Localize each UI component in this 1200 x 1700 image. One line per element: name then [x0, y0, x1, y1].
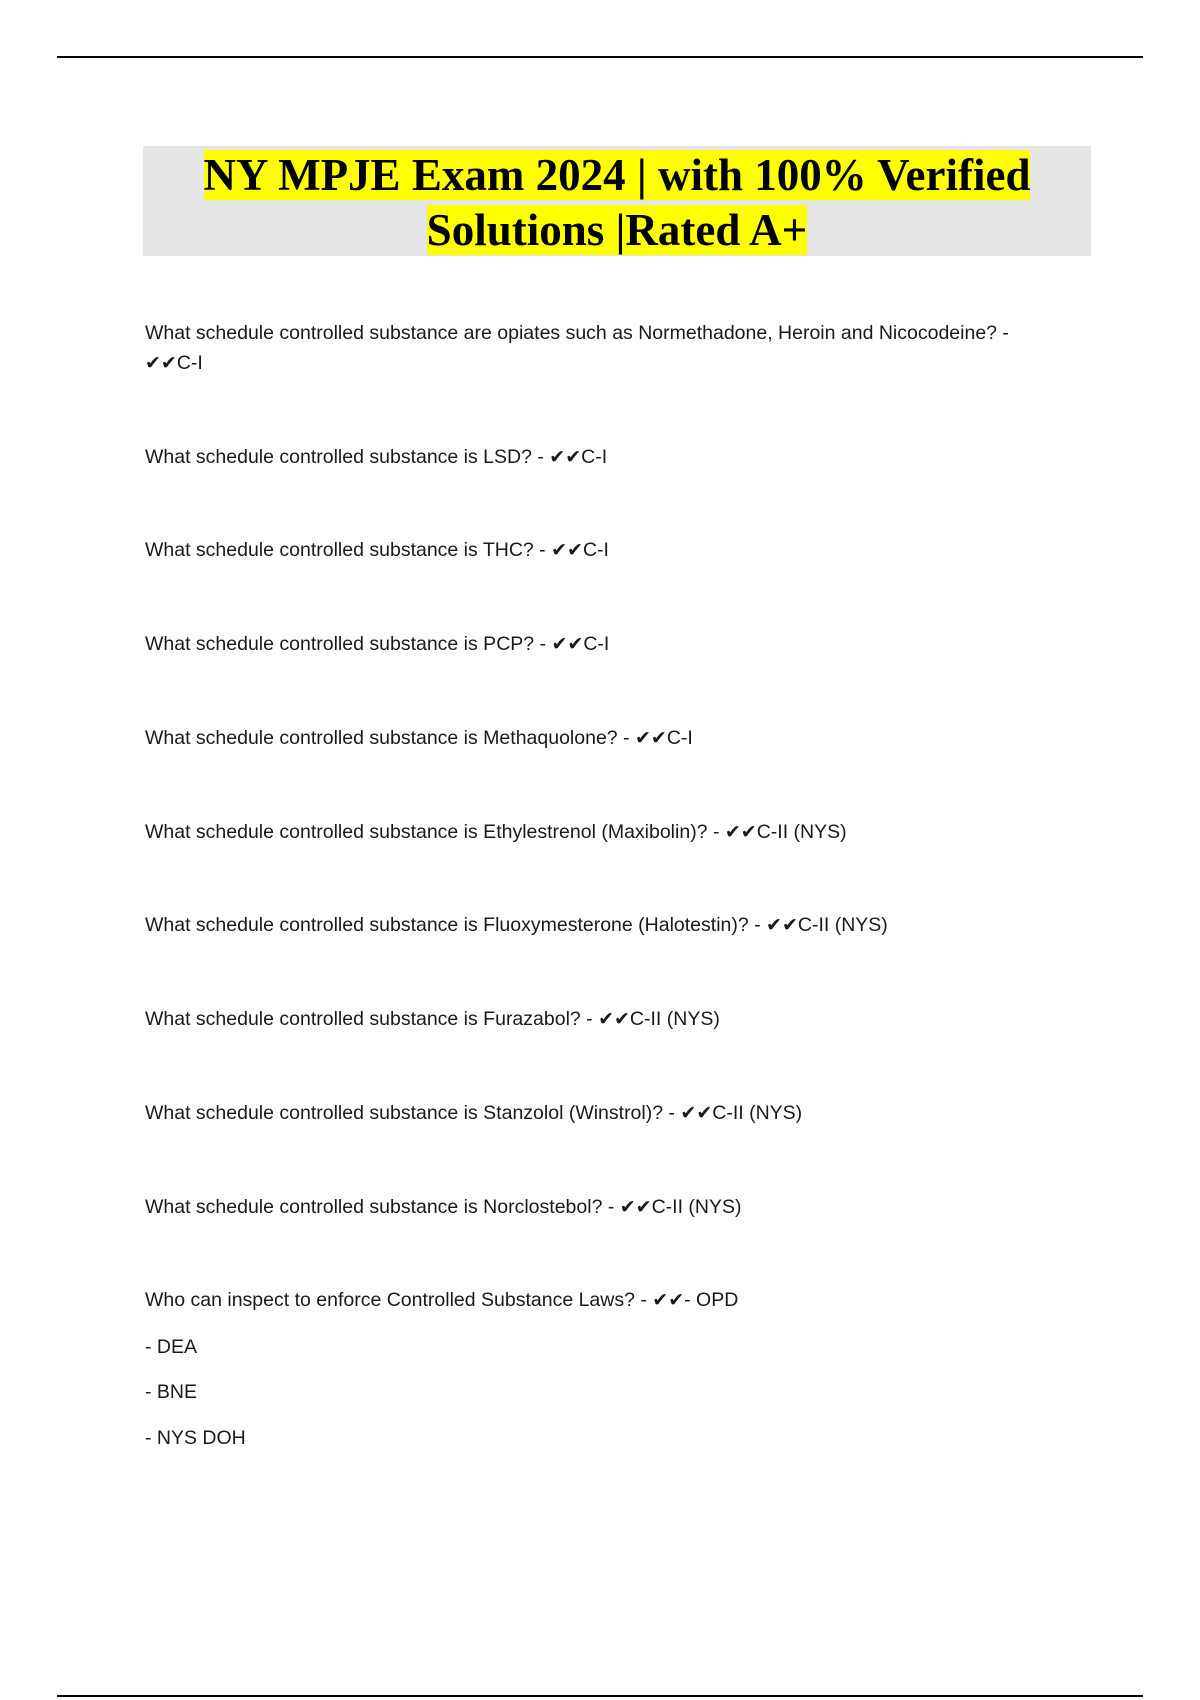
question-text: What schedule controlled substance is Methaquolone? -	[145, 727, 630, 749]
top-rule	[57, 56, 1143, 58]
answer-text: C-I	[581, 446, 608, 468]
qa-item-5	[145, 723, 1075, 753]
question-text: What schedule controlled substance is Norclostebol? -	[145, 1196, 615, 1218]
check-mark-icon: ✔✔	[145, 352, 177, 374]
bottom-rule	[57, 1695, 1143, 1697]
check-mark-icon: ✔✔	[652, 1289, 685, 1311]
document-title	[143, 146, 1091, 258]
answer-text: C-I	[666, 727, 693, 749]
qa-item-4	[145, 629, 1075, 659]
inspector-item-bne: - BNE	[145, 1381, 198, 1403]
inspector-item-dea: - DEA	[145, 1336, 198, 1358]
answer-text: C-I	[176, 352, 203, 374]
check-mark-icon: ✔✔	[619, 1196, 652, 1218]
question-text: What schedule controlled substance is THC? -	[145, 539, 546, 561]
question-text: What schedule controlled substance is Furazabol? -	[145, 1008, 593, 1030]
answer-text: C-II (NYS)	[629, 1008, 720, 1030]
qa-item-8	[145, 1004, 1075, 1034]
question-text: Who can inspect to enforce Controlled Substance Laws? -	[145, 1289, 647, 1311]
check-mark-icon: ✔✔	[766, 914, 798, 936]
question-text: What schedule controlled substance is Stanzolol (Winstrol)? -	[145, 1102, 675, 1124]
qa-item-11	[145, 1285, 1075, 1315]
check-mark-icon: ✔✔	[634, 727, 667, 749]
question-text: What schedule controlled substance is Fluoxymesterone (Halotestin)? -	[145, 914, 761, 936]
title-line-1: NY MPJE Exam 2024 | with 100% Verified	[203, 150, 1031, 200]
question-text: What schedule controlled substance are opiates such as Normethadone, Heroin and Nicocodeine? -	[145, 322, 1009, 344]
answer-text: C-II (NYS)	[797, 914, 888, 936]
qa-item-7	[145, 910, 1075, 940]
check-mark-icon: ✔✔	[680, 1102, 713, 1124]
check-mark-icon: ✔✔	[551, 539, 583, 561]
answer-text: C-II (NYS)	[712, 1102, 803, 1124]
check-mark-icon: ✔✔	[724, 821, 757, 843]
qa-item-1	[145, 318, 1075, 378]
qa-item-9	[145, 1098, 1075, 1128]
question-text: What schedule controlled substance is Ethylestrenol (Maxibolin)? -	[145, 821, 720, 843]
qa-item-2	[145, 442, 1075, 472]
answer-text: C-II (NYS)	[651, 1196, 742, 1218]
question-text: What schedule controlled substance is LSD? -	[145, 446, 544, 468]
inspector-item-nys-doh: - NYS DOH	[145, 1427, 246, 1449]
qa-item-3	[145, 535, 1075, 565]
answer-text: - OPD	[684, 1289, 739, 1311]
qa-item-6	[145, 817, 1075, 847]
answer-text: C-I	[582, 539, 609, 561]
check-mark-icon: ✔✔	[598, 1008, 630, 1030]
answer-text: C-I	[583, 633, 610, 655]
check-mark-icon: ✔✔	[549, 446, 582, 468]
title-line-2: Solutions |Rated A+	[426, 205, 808, 255]
title-banner	[143, 146, 1091, 256]
question-text: What schedule controlled substance is PCP? -	[145, 633, 547, 655]
qa-item-10	[145, 1192, 1075, 1222]
check-mark-icon: ✔✔	[551, 633, 584, 655]
answer-text: C-II (NYS)	[756, 821, 847, 843]
